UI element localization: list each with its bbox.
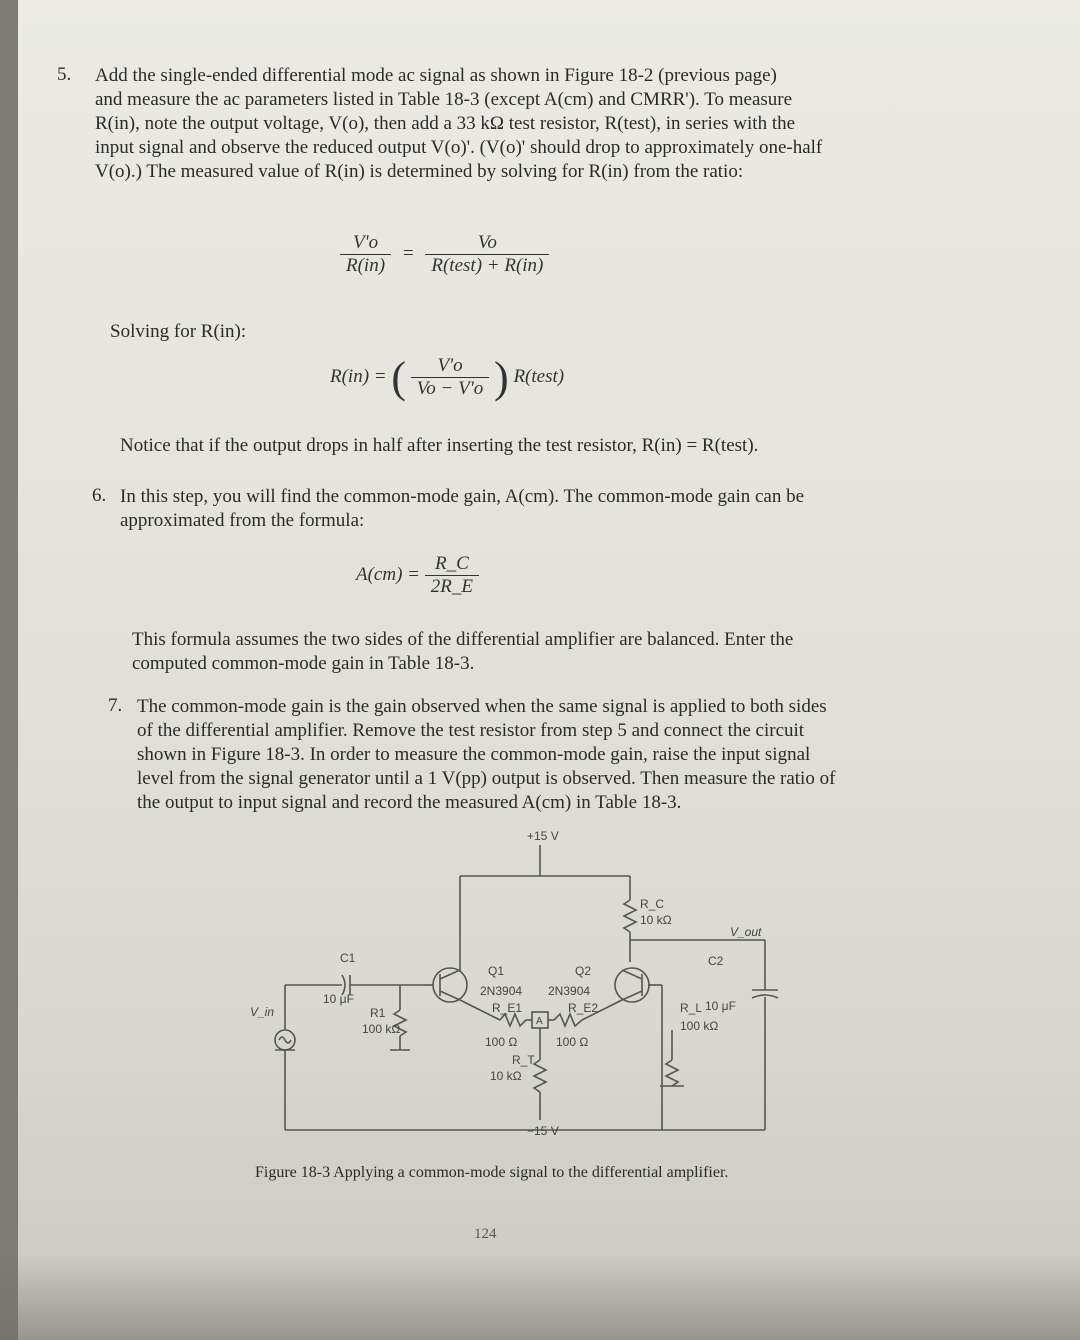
step-5-line: input signal and observe the reduced output V(o)'. (V(o)' should drop to approximately one-half bbox=[95, 137, 823, 158]
re1-name: R_E1 bbox=[492, 1001, 523, 1015]
q2-emitter-lead bbox=[622, 991, 642, 1000]
ratio-lhs-denominator: R(in) bbox=[340, 254, 391, 277]
step-5-line: Add the single-ended differential mode ac signal as shown in Figure 18-2 (previous page) bbox=[95, 65, 777, 86]
step-7-line: of the differential amplifier. Remove the test resistor from step 5 and connect the circuit bbox=[137, 720, 805, 741]
step-5-number: 5. bbox=[57, 64, 72, 85]
step-5-line: R(in), note the output voltage, V(o), then add a 33 kΩ test resistor, R(test), in series with the bbox=[95, 113, 796, 134]
rl-resistor bbox=[666, 1060, 678, 1086]
ratio-lhs-numerator: V'o bbox=[352, 232, 379, 253]
vin-label: V_in bbox=[250, 1005, 275, 1019]
step-6-number: 6. bbox=[92, 485, 107, 506]
step-7-line: level from the signal generator until a 1 V(pp) output is observed. Then measure the ratio of bbox=[137, 768, 836, 789]
rl-name: R_L bbox=[680, 1001, 703, 1015]
photo-shadow bbox=[0, 1255, 1080, 1340]
figure-caption: Figure 18-3 Applying a common-mode signal to the differential amplifier. bbox=[255, 1164, 729, 1181]
q2-collector-lead bbox=[622, 970, 642, 979]
step-6-line: approximated from the formula: bbox=[120, 510, 365, 531]
right-paren: ) bbox=[494, 353, 509, 402]
q2-name: Q2 bbox=[575, 964, 592, 978]
step-6-line: In this step, you will find the common-mode gain, A(cm). The common-mode gain can be bbox=[120, 486, 805, 507]
solving-label: Solving for R(in): bbox=[110, 321, 247, 342]
q2-transistor-circle bbox=[615, 968, 649, 1002]
rt-name: R_T bbox=[512, 1053, 535, 1067]
c1-value: 10 μF bbox=[323, 992, 354, 1006]
re2-name: R_E2 bbox=[568, 1001, 599, 1015]
acm-denominator: 2R_E bbox=[425, 575, 479, 598]
step-6-after-line: computed common-mode gain in Table 18-3. bbox=[132, 653, 475, 674]
re1-resistor bbox=[500, 1014, 526, 1026]
re1-value: 100 Ω bbox=[485, 1035, 518, 1049]
solve-numerator: V'o bbox=[437, 355, 463, 376]
solve-denominator: Vo − V'o bbox=[411, 377, 490, 400]
notice-text: Notice that if the output drops in half after inserting the test resistor, R(in) = R(test). bbox=[120, 435, 759, 456]
r1-name: R1 bbox=[370, 1006, 386, 1020]
vee-label: −15 V bbox=[527, 1124, 559, 1138]
rt-value: 10 kΩ bbox=[490, 1069, 522, 1083]
q1-part: 2N3904 bbox=[480, 984, 523, 998]
q1-collector-lead bbox=[440, 970, 460, 979]
step-5-line: V(o).) The measured value of R(in) is determined by solving for R(in) from the ratio: bbox=[95, 161, 744, 182]
re2-resistor bbox=[554, 1014, 582, 1026]
ammeter-label: A bbox=[536, 1016, 543, 1027]
c1-name: C1 bbox=[340, 951, 356, 965]
rc-value: 10 kΩ bbox=[640, 913, 672, 927]
q2-part: 2N3904 bbox=[548, 984, 591, 998]
rc-name: R_C bbox=[640, 897, 665, 911]
q1-transistor-circle bbox=[433, 968, 467, 1002]
step-6-after-line: This formula assumes the two sides of the differential amplifier are balanced. Enter the bbox=[132, 629, 794, 650]
rc-resistor bbox=[624, 900, 636, 932]
acm-numerator: R_C bbox=[434, 553, 469, 574]
vcc-label: +15 V bbox=[527, 829, 559, 843]
re2-value: 100 Ω bbox=[556, 1035, 589, 1049]
acm-formula-lhs: A(cm) = bbox=[356, 563, 420, 585]
r1-value: 100 kΩ bbox=[362, 1022, 401, 1036]
rt-resistor bbox=[534, 1060, 546, 1092]
step-7-line: the output to input signal and record the measured A(cm) in Table 18-3. bbox=[137, 792, 682, 813]
equals-sign: = bbox=[401, 242, 415, 264]
c2-value: 10 μF bbox=[705, 999, 736, 1013]
ratio-rhs-numerator: Vo bbox=[477, 232, 497, 253]
vout-label: V_out bbox=[730, 925, 762, 939]
step-7-number: 7. bbox=[108, 695, 123, 716]
sine-glyph bbox=[279, 1037, 291, 1043]
q1-name: Q1 bbox=[488, 964, 505, 978]
solve-lhs: R(in) = bbox=[330, 365, 387, 387]
q1-emitter-lead bbox=[440, 991, 460, 1000]
page-number: 124 bbox=[474, 1226, 497, 1242]
c2-name: C2 bbox=[708, 954, 724, 968]
step-7-line: The common-mode gain is the gain observed when the same signal is applied to both sides bbox=[137, 696, 827, 717]
step-5-line: and measure the ac parameters listed in Table 18-3 (except A(cm) and CMRR'). To measure bbox=[95, 89, 793, 110]
step-7-line: shown in Figure 18-3. In order to measure the common-mode gain, raise the input signal bbox=[137, 744, 811, 765]
solve-tail: R(test) bbox=[513, 365, 565, 387]
ratio-rhs-denominator: R(test) + R(in) bbox=[425, 254, 549, 277]
rl-value: 100 kΩ bbox=[680, 1019, 719, 1033]
left-paren: ( bbox=[391, 353, 407, 402]
